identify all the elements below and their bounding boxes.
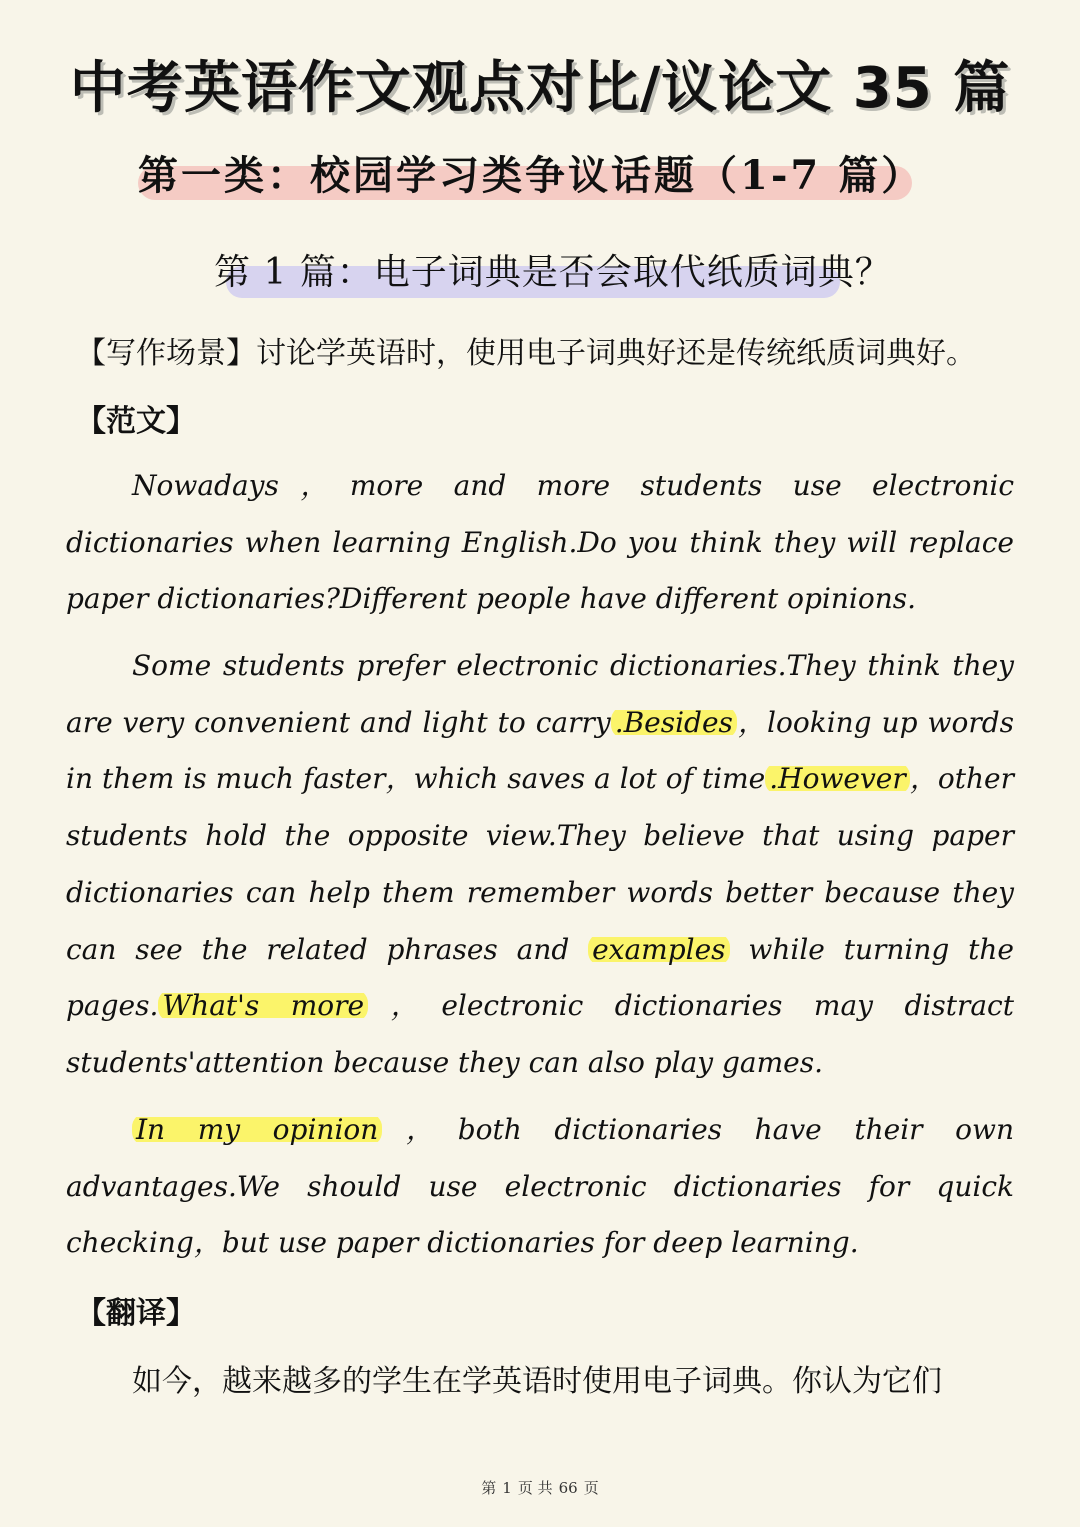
highlight-besides: .Besides — [611, 706, 737, 739]
essay-paragraph-3 — [66, 1102, 1014, 1272]
essay-p3-text: ，both dictionaries have their own advantages.We should use electronic dictionaries for quick checking，but use paper dictionaries for deep learning. — [66, 1113, 1014, 1260]
writing-scene-label: 【写作场景】 — [76, 336, 256, 371]
footer-page-mid: 页 共 — [517, 1479, 553, 1497]
highlight-however: .However — [765, 762, 910, 795]
section-title-banner — [138, 140, 925, 204]
footer-page-suffix: 页 — [583, 1479, 599, 1497]
translation-text: 如今，越来越多的学生在学英语时使用电子词典。你认为它们 — [132, 1364, 942, 1399]
section-title: 第一类：校园学习类争议话题（1-7 篇） — [138, 152, 925, 199]
essay-p2-text-d: while turning the pages. — [66, 932, 1014, 1023]
highlight-examples: examples — [588, 933, 729, 966]
footer-total-pages: 66 — [558, 1479, 578, 1497]
footer-page-number: 1 — [502, 1479, 512, 1497]
essay-paragraph-1 — [66, 458, 1014, 628]
essay-title-banner — [214, 240, 892, 302]
writing-scene-text: 讨论学英语时，使用电子词典好还是传统纸质词典好。 — [256, 336, 976, 371]
essay-p2-text-b: ，looking up words in them is much faster，which saves a lot of time — [66, 705, 1014, 796]
essay-p2-text-c: ，other students hold the opposite view.They believe that using paper dictionaries can help them remember words better because they can see the related phrases and — [66, 762, 1014, 966]
highlight-whats-more: What's more — [158, 989, 368, 1022]
essay-p2-text-e: ，electronic dictionaries may distract students'attention because they can also play games. — [66, 989, 1014, 1079]
translation-label: 【翻译】 — [76, 1296, 196, 1331]
footer-page-prefix: 第 — [481, 1479, 497, 1497]
essay-paragraph-1-text: Nowadays，more and more students use electronic dictionaries when learning English.Do you think they will replace paper dictionaries?Different people have different opinions. — [66, 469, 1014, 616]
highlight-in-my-opinion: In my opinion — [132, 1113, 382, 1146]
model-essay-label: 【范文】 — [76, 404, 196, 439]
page-footer — [0, 1477, 1080, 1498]
writing-scene — [76, 328, 1026, 372]
main-title: 中考英语作文观点对比/议论文 35 篇 — [69, 56, 1011, 121]
essay-p2-text-a: Some students prefer electronic dictionaries.They think they are very convenient and light to carry — [66, 649, 1014, 739]
essay-paragraph-2 — [66, 638, 1014, 1092]
essay-title: 第 1 篇：电子词典是否会取代纸质词典？ — [214, 252, 892, 293]
